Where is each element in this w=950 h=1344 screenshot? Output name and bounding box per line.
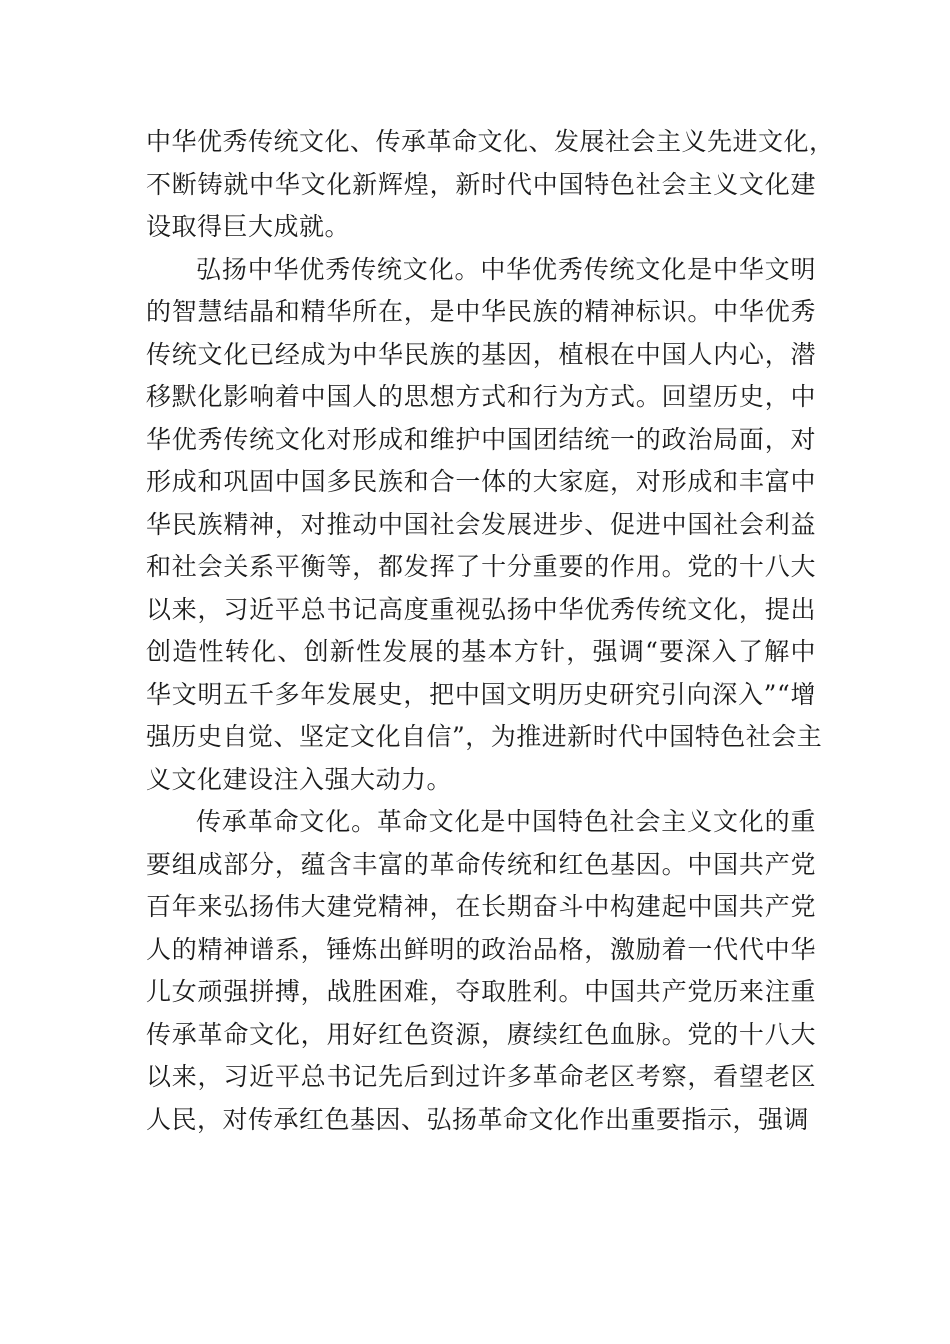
text-line: 人的精神谱系，锤炼出鲜明的政治品格，激励着一代代中华 <box>146 934 816 964</box>
text-line: 中华优秀传统文化、传承革命文化、发展社会主义先进文化， <box>146 127 835 156</box>
text-line: 华优秀传统文化对形成和维护中国团结统一的政治局面，对 <box>146 424 816 454</box>
text-line: 创造性转化、创新性发展的基本方针，强调“要深入了解中 <box>146 637 816 666</box>
text-line: 弘扬中华优秀传统文化。中华优秀传统文化是中华文明 <box>196 254 816 284</box>
paragraph-traditional-culture <box>146 249 823 802</box>
text-line: 和社会关系平衡等，都发挥了十分重要的作用。党的十八大 <box>146 552 816 581</box>
text-line: 传统文化已经成为中华民族的基因，植根在中国人内心，潜 <box>146 339 816 369</box>
text-line: 以来，习近平总书记先后到过许多革命老区考察，看望老区 <box>146 1062 816 1091</box>
text-line: 以来，习近平总书记高度重视弘扬中华优秀传统文化，提出 <box>146 594 816 624</box>
text-line: 华文明五千多年发展史，把中国文明历史研究引向深入”“增 <box>146 679 816 709</box>
paragraph-revolutionary-culture <box>146 801 816 1141</box>
text-line: 设取得巨大成就。 <box>146 212 351 241</box>
document-body <box>146 121 835 1141</box>
text-line: 华民族精神，对推动中国社会发展进步、促进中国社会利益 <box>146 509 816 539</box>
text-line: 传承革命文化。革命文化是中国特色社会主义文化的重 <box>196 807 816 836</box>
text-line: 的智慧结晶和精华所在，是中华民族的精神标识。中华优秀 <box>146 297 816 326</box>
text-line: 强历史自觉、坚定文化自信”，为推进新时代中国特色社会主 <box>146 722 823 751</box>
text-line: 要组成部分，蕴含丰富的革命传统和红色基因。中国共产党 <box>146 849 816 879</box>
paragraph-continuation <box>146 121 835 249</box>
text-line: 义文化建设注入强大动力。 <box>146 764 453 794</box>
text-line: 形成和巩固中国多民族和合一体的大家庭，对形成和丰富中 <box>146 467 816 496</box>
text-line: 移默化影响着中国人的思想方式和行为方式。回望历史，中 <box>146 382 816 411</box>
text-line: 百年来弘扬伟大建党精神，在长期奋斗中构建起中国共产党 <box>146 892 816 921</box>
text-line: 儿女顽强拼搏，战胜困难，夺取胜利。中国共产党历来注重 <box>146 977 816 1006</box>
text-line: 传承革命文化，用好红色资源，赓续红色血脉。党的十八大 <box>146 1019 816 1049</box>
text-line: 不断铸就中华文化新辉煌，新时代中国特色社会主义文化建 <box>146 169 816 199</box>
text-line: 人民，对传承红色基因、弘扬革命文化作出重要指示，强调 <box>146 1104 810 1134</box>
